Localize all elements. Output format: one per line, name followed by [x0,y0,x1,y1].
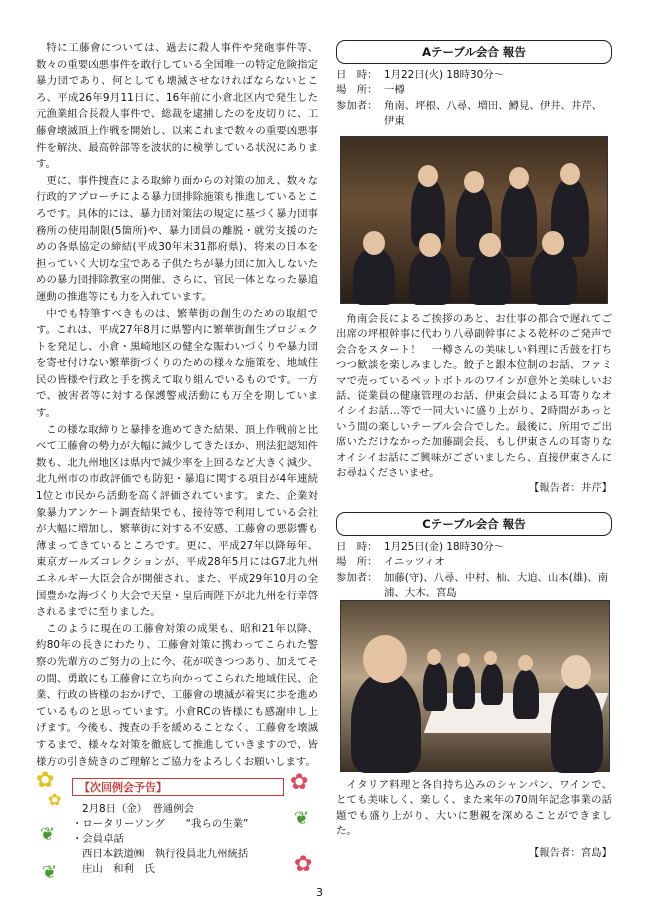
next-meeting-notice [36,768,318,892]
person-face [542,231,564,255]
table-a-participants-label: 参加者： [336,99,378,112]
notice-speaker-name: 庄山 和利 氏 [82,863,155,875]
table-c-section [336,512,612,602]
article-paragraph-3: 中でも特筆すべきものは、繁華街の創生のための取組です。これは、平成27年8月に県警内に繁華街創生プロジェクトを発足し、小倉・黒崎地区の健全な賑わいづくりや暴力団を寄せ付けない繁華街づくりのための様々な施策を、地域住民の皆様や行政と手を携えて取り組んでいるものです。一方で、被害者等に対する保護警戒活動にも万全を期しています。 [36,307,318,420]
table-a-date: 1月22日(火) 18時30分～ [384,69,505,81]
person-figure [513,669,539,719]
leaf-icon: ❦ [294,808,310,829]
table-c-participants-label: 参加者： [336,571,378,584]
notice-speaker-org: 西日本鉄道㈱ 執行役員北九州統括 [82,848,249,860]
person-figure [353,247,395,305]
table-a-report [336,312,612,497]
leaf-icon: ❦ [40,824,56,845]
person-face [464,171,484,193]
table-a-header: Aテーブル会合 報告 [336,40,612,64]
person-figure [423,661,447,711]
person-face [509,167,529,189]
notice-speech: ・会員卓話 [72,833,124,845]
person-face [363,635,407,683]
main-article [36,40,318,770]
person-figure [531,247,577,305]
person-figure [469,249,511,305]
person-face [363,231,385,255]
person-face [518,655,533,671]
flower-icon: ✿ [48,790,62,809]
table-a-reporter: 【報告者：井芹】 [528,482,612,495]
table-a-meta [336,68,612,130]
person-face [479,233,501,257]
table-c-header: Cテーブル会合 報告 [336,512,612,536]
person-face [419,233,441,257]
article-paragraph-2: 更に、事件捜査による取締り面からの対策の加え、数々な行政的アプローチによる暴力団排除施策も推進しているところです。具体的には、暴力団対策法の規定に基づく暴力団事務所の使用制限(5箇所)や、暴力団員の離脱・就労支援のための各県協定の締結(平成30年末31都府県)、将来の日本を担っていく大切な宝である子供たちが暴力団に加入しないための暴力団排除教室の開催、さらに、官民一体となった暴追運動の推進等にも力を入れています。 [36,174,318,303]
person-figure [351,671,421,773]
table-c-body: イタリア料理と各自持ち込みのシャンパン、ワインで、とても美味しく、楽しく、また来年の70周年記念事業の話題でも盛り上がり、大いに懇親を深めることができました。 [336,779,612,838]
table-a-group-photo [340,136,608,304]
table-a-participants: 角南、坪根、八尋、増田、鱒見、伊井、井芹、伊東 [384,99,603,128]
notice-date: 2月8日（金） 普通例会 [82,803,194,815]
person-figure [481,663,503,705]
article-paragraph-1: 特に工藤會については、過去に殺人事件や発砲事件等、数々の重要凶悪事件を敢行している全国唯一の特定危険指定暴力団であり、何としても壊滅させなければならないところ、平成26年9月11日に、16年前に小倉北区内で発生した元漁業組合長殺人事件で、総裁を逮捕したのを皮切りに、工藤會壊滅頂上作戦を開始し、以来これまで数々の重要凶悪事件を解決、最高幹部等を波状的に検挙している状況にあります。 [36,42,318,171]
person-face [561,655,591,689]
table-c-meta [336,540,612,602]
article-paragraph-4: この様な取締りと暴排を進めてきた結果、頂上作戦前と比べて工藤會の勢力が大幅に減少してきたほか、刑法犯認知件数も、北九州地区は県内で減少率を上回るなど大きく減少、北九州市の市政評価でも防犯・暴追に関する項目が4年連続1位と市民から活動を高く評価されています。また、企業対象暴力アンケート調査結果でも、接待等で利用している会社が大幅に増加し、繁華街に対する不安感、工藤會の悪影響も薄まってきているところです。更に、平成27年以降毎年、東京ガールズコレクションが、平成28年5月にはG7北九州エネルギー大臣会合が開催され、また、平成29年10月の全国豊かな海づくり大会で天皇・皇后両陛下が北九州を行幸啓されるまでに至りました。 [36,423,318,619]
table-c-dinner-photo [340,600,610,772]
table-a-date-label: 日 時： [336,69,378,81]
page-number: 3 [316,886,323,899]
flower-icon: ✿ [36,768,55,793]
notice-song: ・ロータリーソング “我らの生業” [72,818,249,830]
person-face [427,649,441,665]
person-face [418,165,438,187]
table-c-place-label: 場 所： [336,556,378,569]
person-figure [501,181,537,257]
person-figure [551,681,603,773]
person-figure [409,249,451,305]
table-c-report [336,778,612,861]
person-face [457,653,470,667]
person-face [484,651,497,665]
flower-icon: ✿ [290,770,309,795]
person-face [560,163,580,185]
person-figure [453,665,475,709]
flower-icon: ✿ [294,852,313,877]
table-c-reporter: 【報告者：宮島】 [528,846,612,859]
article-paragraph-5: このように現在の工藤會対策の成果も、昭和21年以降、約80年の長きにわたり、工藤會対策に携わってこられた警察の先輩方のご努力の上に今、花が咲きつつあり、加えてその間、勇敢にも工藤會に立ち向かってこられた地域住民、企業、行政の皆様のおかげで、工藤會の壊滅が着実に歩を進めているものと思っています。小倉RCの皆様にも感謝申し上げます。今後も、捜査の手を緩めることなく、工藤會を壊滅するまで、様々な対策を徹底して推進していきますので、皆様方の引き続きのご理解とご協力をよろしくお願いします。 [36,622,318,768]
table-c-place: イニッツィオ [384,556,445,569]
table-c-participants: 加藤(守)、八尋、中村、杣、大迫、山本(雄)、南浦、大木、宮島 [384,571,609,600]
table-c-date-label: 日 時： [336,541,378,553]
notice-details [72,802,248,877]
leaf-icon: ❦ [42,862,58,883]
table-c-date: 1月25日(金) 18時30分～ [384,541,505,553]
right-column [336,40,612,859]
notice-title: 【次回例会予告】 [72,778,284,796]
table-a-place: 一樽 [384,84,405,97]
table-a-place-label: 場 所： [336,84,378,97]
table-a-body: 角南会長によるご挨拶のあと、お仕事の都合で遅れてご出席の坪根幹事に代わり八尋副幹事による乾杯のご発声で会合をスタート！ 一樽さんの美味しい料理に舌鼓を打ちつつ歓談を楽しみました。餃子と銀本位制のお話、ファミマで売っているペットボトルのワインが意外と美味しいお話、従業員の健康管理のお話、伊東会員による耳寄りなオイシイお話…等で一同大いに盛り上がり、2時間があっという間の楽しいテーブル会合でした。最後に、所用でご出席いただけなかった加藤副会長、もし伊東さんの耳寄りなオイシイお話にご興味がございましたら、直接伊東さんにお尋ねくださいませ。 [336,313,612,480]
